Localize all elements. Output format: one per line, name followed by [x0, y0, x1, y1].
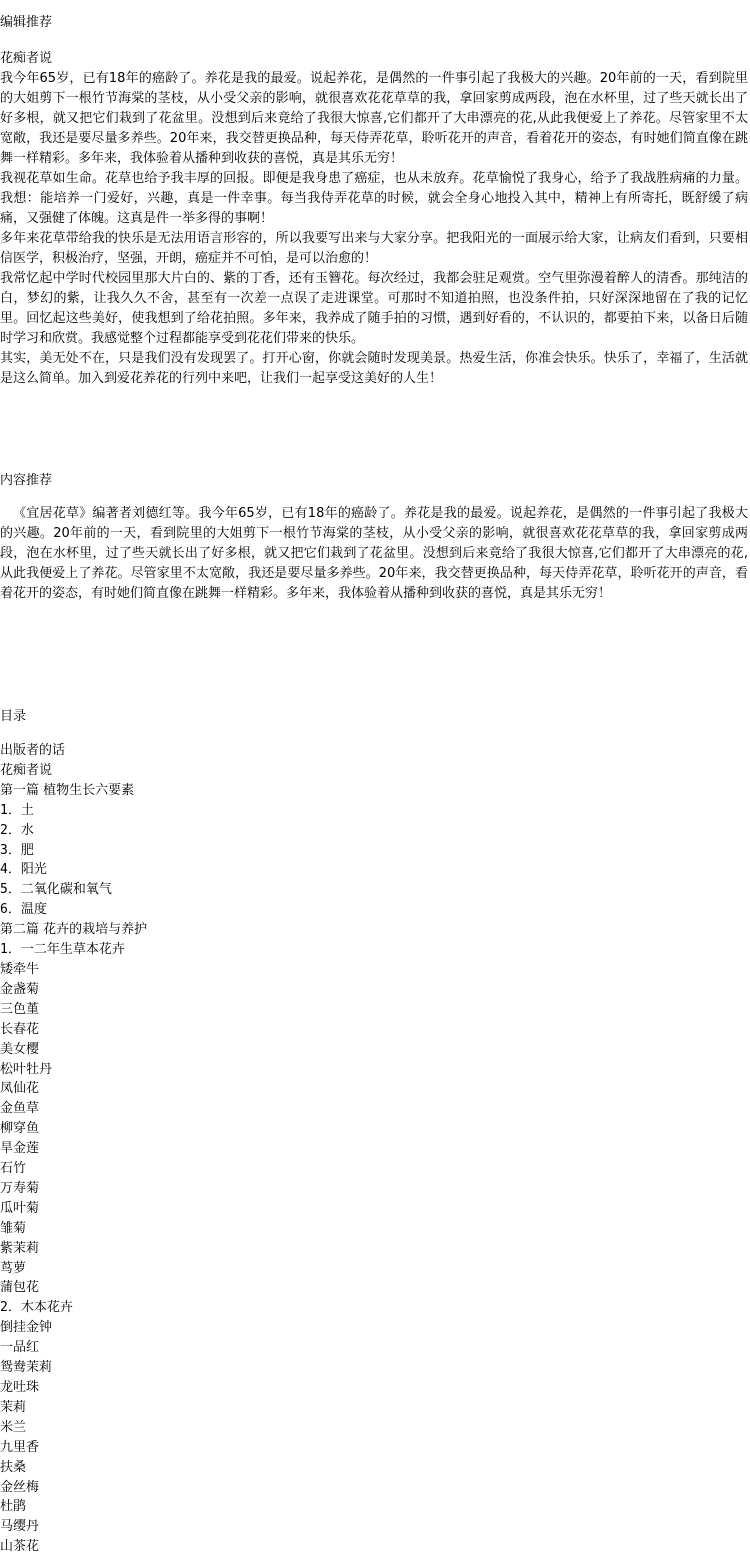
editor-paragraph-2: 我视花草如生命。花草也给予我丰厚的回报。即便是我身患了癌症，也从未放弃。花草愉悦了我身心，给予了我战胜病痛的力量。我想：能培养一门爱好，兴趣，真是一件幸事。每当我侍弄花草的时候，就会全身心地投入其中，精神上有所寄托，既舒缓了病痛，又强健了体魄。这真是件一举多得的事啊！ — [0, 171, 748, 226]
toc-item: 瓜叶菊 — [0, 1200, 40, 1216]
toc-item: 1．一二年生草本花卉 — [0, 942, 125, 958]
toc-item: 万寿菊 — [0, 1180, 40, 1196]
toc-item: 2．木本花卉 — [0, 1300, 73, 1316]
toc-item: 山茶花 — [0, 1539, 40, 1555]
editor-recommend-subtitle: 花痴者说 — [0, 51, 53, 66]
toc-item: 鸳鸯茉莉 — [0, 1360, 53, 1376]
toc-item: 松叶牡丹 — [0, 1061, 53, 1077]
toc-item: 三色堇 — [0, 1001, 40, 1017]
toc-item: 2．水 — [0, 822, 34, 838]
toc-item: 蒲包花 — [0, 1280, 40, 1296]
content-recommend-title: 内容推荐 — [0, 473, 53, 488]
editor-paragraph-1: 我今年65岁，已有18年的癌龄了。养花是我的最爱。说起养花，是偶然的一件事引起了我极大的兴趣。20年前的一天，看到院里的大姐剪下一根竹节海棠的茎枝，从小受父亲的影响，就很喜欢花花草草的我，拿回家剪成两段，泡在水杯里，过了些天就长出了好多根，就又把它们栽到了花盆里。没想到后来竟给了我很大惊喜,它们都开了大串漂亮的花,从此我便爱上了养花。尽管家里不太宽敞，我还是要尽量多养些。20年来，我交替更换品种，每天侍弄花草，聆听花开的声音，看着花开的姿态，有时她们简直像在跳舞一样精彩。多年来，我体验着从播种到收获的喜悦，真是其乐无穷！ — [0, 71, 748, 166]
editor-recommend-title: 编辑推荐 — [0, 15, 53, 30]
toc-item: 杜鹃 — [0, 1499, 27, 1515]
toc-item: 九里香 — [0, 1439, 40, 1455]
toc-item: 第二篇 花卉的栽培与养护 — [0, 922, 148, 938]
editor-paragraph-5: 其实，美无处不在，只是我们没有发现罢了。打开心窗，你就会随时发现美景。热爱生活，你准会快乐。快乐了，幸福了，生活就是这么简单。加入到爱花养花的行列中来吧，让我们一起享受这美好的人生！ — [0, 351, 748, 386]
toc-item: 一品红 — [0, 1340, 40, 1356]
editor-recommend-body — [0, 49, 748, 389]
content-recommend-body — [0, 504, 748, 604]
editor-paragraph-3: 多年来花草带给我的快乐是无法用语言形容的，所以我要写出来与大家分享。把我阳光的一面展示给大家，让病友们看到，只要相信医学，积极治疗，坚强，开朗，癌症并不可怕，是可以治愈的！ — [0, 231, 748, 266]
toc-item: 茑萝 — [0, 1260, 27, 1276]
toc-item: 凤仙花 — [0, 1081, 40, 1097]
editor-paragraph-4: 我常忆起中学时代校园里那大片白的、紫的丁香，还有玉簪花。每次经过，我都会驻足观赏。空气里弥漫着醉人的清香。那纯洁的白，梦幻的紫，让我久久不舍，甚至有一次差一点误了走进课堂。可那时不知道拍照，也没条件拍，只好深深地留在了我的记忆里。回忆起这些美好，使我想到了给花拍照。多年来，我养成了随手拍的习惯，遇到好看的，不认识的，都要拍下来，以备日后随时学习和欣赏。我感觉整个过程都能享受到花花们带来的快乐。 — [0, 271, 748, 346]
toc-item: 第一篇 植物生长六要素 — [0, 782, 135, 798]
toc-item: 5．二氧化碳和氧气 — [0, 882, 112, 898]
toc-item: 6．温度 — [0, 902, 47, 918]
toc-item: 柳穿鱼 — [0, 1121, 40, 1137]
toc-item: 倒挂金钟 — [0, 1320, 53, 1336]
toc-item: 紫茉莉 — [0, 1240, 40, 1256]
toc-item: 4．阳光 — [0, 862, 47, 878]
toc-item: 3．肥 — [0, 842, 34, 858]
toc-item: 雏菊 — [0, 1220, 27, 1236]
toc-list — [0, 741, 147, 1557]
toc-item: 矮牵牛 — [0, 961, 40, 977]
toc-item: 石竹 — [0, 1161, 27, 1177]
toc-item: 花痴者说 — [0, 762, 53, 778]
toc-item: 扶桑 — [0, 1459, 27, 1475]
toc-item: 米兰 — [0, 1419, 27, 1435]
toc-item: 金丝梅 — [0, 1479, 40, 1495]
toc-item: 旱金莲 — [0, 1141, 40, 1157]
toc-title: 目录 — [0, 709, 27, 724]
toc-item: 1．土 — [0, 802, 34, 818]
toc-item: 茉莉 — [0, 1399, 27, 1415]
content-paragraph: 《宜居花草》编著者刘德红等。我今年65岁，已有18年的癌龄了。养花是我的最爱。说起养花，是偶然的一件事引起了我极大的兴趣。20年前的一天，看到院里的大姐剪下一根竹节海棠的茎枝，从小受父亲的影响，就很喜欢花花草草的我，拿回家剪成两段，泡在水杯里，过了些天就长出了好多根，就又把它们栽到了花盆里。没想到后来竟给了我很大惊喜,它们都开了大串漂亮的花,从此我便爱上了养花。尽管家里不太宽敞，我还是要尽量多养些。20年来，我交替更换品种，每天侍弄花草，聆听花开的声音，看着花开的姿态，有时她们简直像在跳舞一样精彩。多年来，我体验着从播种到收获的喜悦，真是其乐无穷！ — [0, 506, 748, 601]
toc-item: 出版者的话 — [0, 743, 66, 758]
toc-item: 马缨丹 — [0, 1519, 40, 1535]
toc-item: 金盏菊 — [0, 981, 40, 997]
toc-item: 长春花 — [0, 1021, 40, 1037]
toc-item: 美女樱 — [0, 1041, 40, 1057]
toc-item: 龙吐珠 — [0, 1380, 40, 1395]
toc-item: 金鱼草 — [0, 1101, 40, 1117]
